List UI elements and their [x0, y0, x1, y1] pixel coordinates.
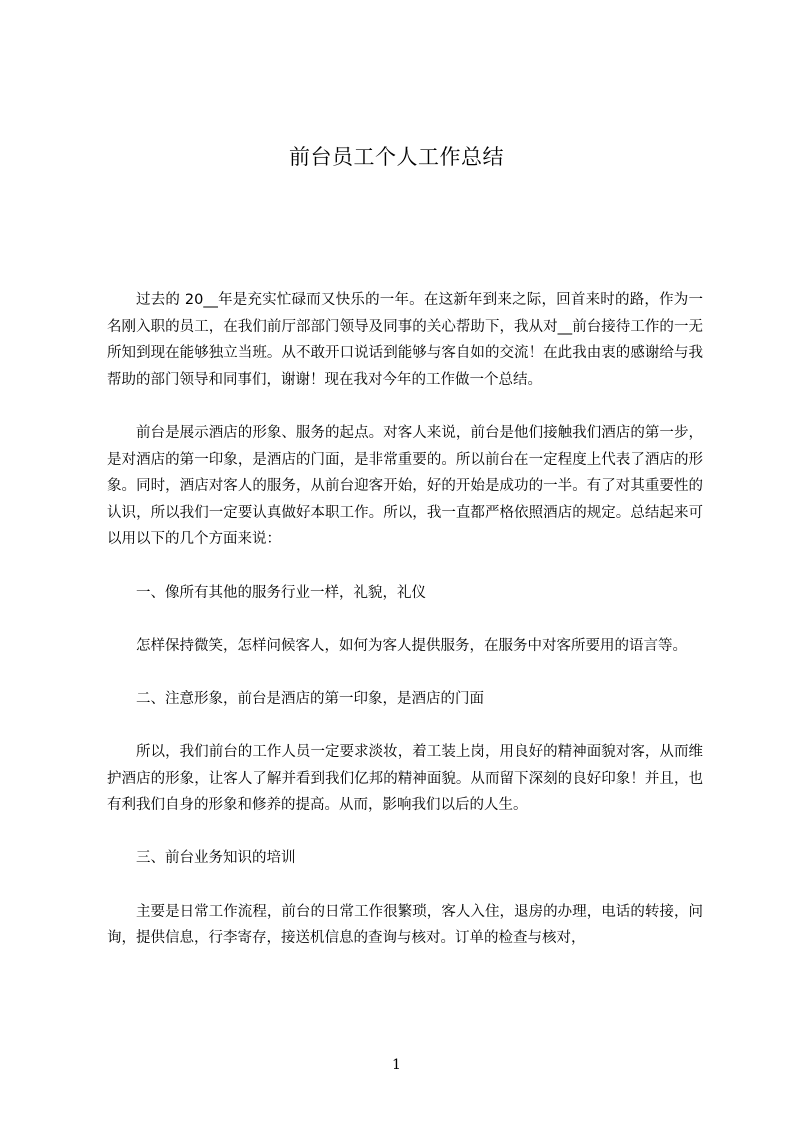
section-heading-training: 三、前台业务知识的培训: [136, 850, 296, 867]
paragraph-intro: 过去的 20__年是充实忙碌而又快乐的一年。在这新年到来之际，回首来时的路，作为一名刚入职的员工，在我们前厅部部门领导及同事的关心帮助下，我从对__前台接待工作的一无所知到现在能够独立当班。从不敢开口说话到能够与客自如的交流！在此我由衷的感谢给与我帮助的部门领导和同事们，谢谢！现在我对今年的工作做一个总结。: [107, 292, 703, 388]
document-title: 前台员工个人工作总结: [289, 145, 504, 169]
paragraph-image: 所以，我们前台的工作人员一定要求淡妆，着工装上岗，用良好的精神面貌对客，从而维护酒店的形象，让客人了解并看到我们亿邦的精神面貌。从而留下深刻的良好印象！并且，也有利我们自身的形象和修养的提高。从而，影响我们以后的人生。: [107, 744, 703, 814]
page-number: 1: [392, 1057, 401, 1073]
document-body: [107, 287, 703, 952]
paragraph-front-desk-role: 前台是展示酒店的形象、服务的起点。对客人来说，前台是他们接触我们酒店的第一步，是对酒店的第一印象，是酒店的门面，是非常重要的。所以前台在一定程度上代表了酒店的形象。同时，酒店对客人的服务，从前台迎客开始，好的开始是成功的一半。有了对其重要性的认识，所以我们一定要认真做好本职工作。所以，我一直都严格依照酒店的规定。总结起来可以用以下的几个方面来说：: [107, 424, 703, 548]
section-heading-image: 二、注意形象，前台是酒店的第一印象，是酒店的门面: [136, 690, 484, 707]
paragraph-training: 主要是日常工作流程，前台的日常工作很繁琐，客人入住，退房的办理，电话的转接，问询，提供信息，行李寄存，接送机信息的查询与核对。订单的检查与核对，: [107, 903, 703, 947]
section-heading-etiquette: 一、像所有其他的服务行业一样，礼貌，礼仪: [136, 584, 426, 601]
paragraph-etiquette: 怎样保持微笑，怎样问候客人，如何为客人提供服务，在服务中对客所要用的语言等。: [136, 637, 687, 654]
